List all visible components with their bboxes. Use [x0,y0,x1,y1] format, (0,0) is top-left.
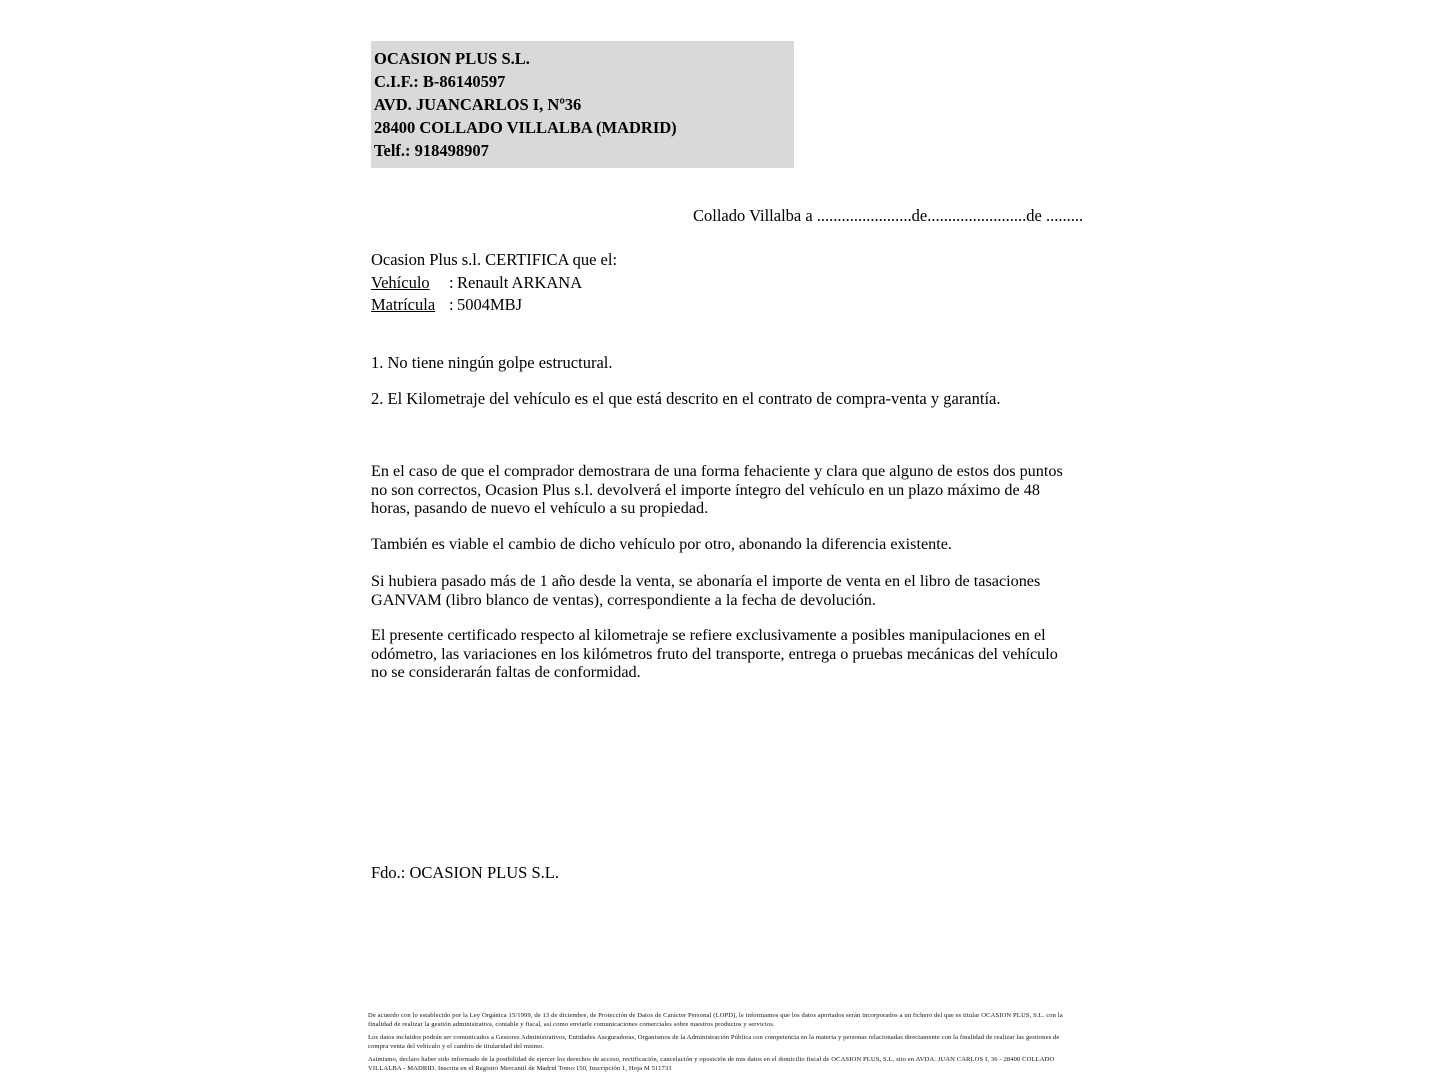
company-address: AVD. JUANCARLOS I, Nº36 [374,95,582,114]
company-phone: Telf.: 918498907 [374,141,489,160]
body-paragraph-2: También es viable el cambio de dicho vehículo por otro, abonando la diferencia existente. [371,535,952,553]
field-sep-vehiculo: : [449,272,454,292]
body-paragraph-1: En el caso de que el comprador demostrara de una forma fehaciente y clara que alguno de estos dos puntos no son correctos, Ocasion Plus s.l. devolverá el importe íntegro del vehículo en un plazo máximo de 48 horas, pasando de nuevo el vehículo a su propiedad. [371,462,1063,517]
certifies-block [371,249,617,317]
signature-line: Fdo.: OCASION PLUS S.L. [371,863,559,882]
field-row-vehiculo [371,272,617,295]
company-cif: C.I.F.: B-86140597 [374,72,506,91]
legal-notice-paragraph-3: Asimismo, declaro haber sido informado de la posibilidad de ejercer los derechos de acceso, rectificación, cancelación y oposición de mis datos en el domicilio fiscal de OCASION PLUS, S.L. sito en AVDA. JUAN CARLOS I, 36 - 28400 COLLADO VILLALBA - MADRID. Inscrita en el Registro Mercantil de Madrid Tomo:150, Inscripción 1, Hoja M 511731 [368,1055,1055,1073]
field-sep-matricula: : [449,295,454,314]
legal-notice-paragraph-1: De acuerdo con lo establecido por la Ley Orgánica 15/1999, de 13 de diciembre, de Protección de Datos de Carácter Personal (LOPD), le informamos que los datos aportados serán incorporados a un fichero del que es titular OCASION PLUS, S.L. con la finalidad de realizar la gestión administrativa, contable y fiscal, así como enviarle comunicaciones comerciales sobre nuestros productos y servicios. [368,1012,1063,1029]
legal-notice-paragraph-2: Los datos incluidos podrán ser comunicados a Gestores Administrativos, Entidades Aseguradoras, Organismos de la Administración Pública con competencia en la materia y personas relacionadas directamente con la finalidad de realizar las gestiones de compra venta del vehículo y el cambio de titularidad del mismo. [368,1033,1060,1051]
legal-notice [368,1011,1080,1076]
company-name: OCASION PLUS S.L. [374,49,530,68]
company-city: 28400 COLLADO VILLALBA (MADRID) [374,118,677,137]
field-label-matricula: Matrícula [371,295,436,314]
certifies-intro: Ocasion Plus s.l. CERTIFICA que el: [371,250,618,269]
field-label-vehiculo: Vehículo [371,272,430,292]
field-value-matricula: 5004MBJ [457,295,523,314]
field-row-matricula [371,294,617,317]
date-line: Collado Villalba a .......................de........................de ......... [693,206,1084,225]
body-paragraph-4: El presente certificado respecto al kilometraje se refiere exclusivamente a posibles manipulaciones en el odómetro, las variaciones en los kilómetros fruto del transporte, entrega o pruebas mecánicas del vehículo no se considerarán faltas de conformidad. [371,626,1058,681]
field-value-vehiculo: Renault ARKANA [457,272,583,292]
point-item-2: 2. El Kilometraje del vehículo es el que está descrito en el contrato de compra-venta y garantía. [371,389,1001,408]
point-item-1: 1. No tiene ningún golpe estructural. [371,353,613,372]
body-paragraph-3: Si hubiera pasado más de 1 año desde la venta, se abonaría el importe de venta en el libro de tasaciones GANVAM (libro blanco de ventas), correspondiente a la fecha de devolución. [371,572,1041,609]
company-header-block [371,41,794,168]
